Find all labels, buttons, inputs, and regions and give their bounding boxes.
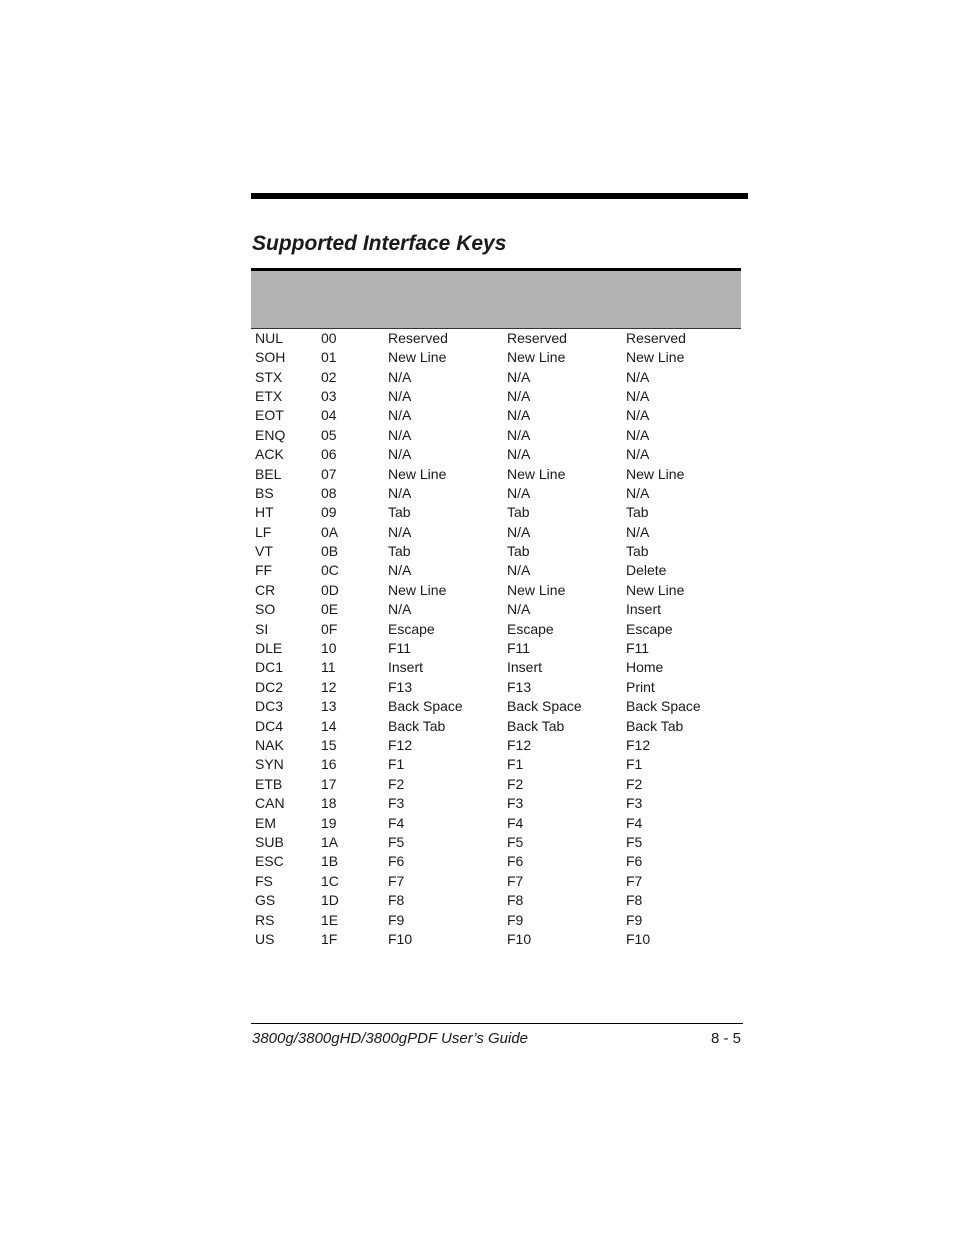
interface-2-cell: N/A <box>507 387 531 404</box>
hex-code-cell: 04 <box>321 407 337 424</box>
table-row <box>251 736 741 755</box>
table-header-cell <box>251 270 317 329</box>
hex-code-cell: 10 <box>321 640 337 657</box>
interface-3-cell: Back Tab <box>626 717 684 734</box>
hex-code-cell: 1A <box>321 833 339 850</box>
interface-3-cell: N/A <box>626 407 650 424</box>
hex-code-cell: 14 <box>321 717 337 734</box>
table-row <box>251 639 741 658</box>
key-name-cell: ESC <box>255 853 284 870</box>
table-row <box>251 503 741 522</box>
interface-1-cell: F8 <box>388 892 405 909</box>
interface-1-cell: N/A <box>388 387 412 404</box>
table-row <box>251 600 741 619</box>
interface-2-cell: N/A <box>507 523 531 540</box>
key-name-cell: NUL <box>255 330 284 346</box>
table-header-cell <box>384 270 503 329</box>
hex-code-cell: 0F <box>321 620 338 637</box>
interface-1-cell: N/A <box>388 368 412 385</box>
interface-2-cell: N/A <box>507 368 531 385</box>
hex-code-cell: 0E <box>321 601 339 618</box>
table-row <box>251 406 741 425</box>
table-row <box>251 775 741 794</box>
page-title: Supported Interface Keys <box>252 232 507 255</box>
interface-2-cell: New Line <box>507 465 566 482</box>
key-name-cell: ETB <box>255 775 283 792</box>
interface-1-cell: F10 <box>388 930 413 947</box>
interface-3-cell: Escape <box>626 620 673 637</box>
table-row <box>251 426 741 445</box>
key-name-cell: EOT <box>255 407 284 424</box>
key-name-cell: SUB <box>255 833 284 850</box>
hex-code-cell: 05 <box>321 426 337 443</box>
table-row <box>251 464 741 483</box>
table-row <box>251 542 741 561</box>
interface-3-cell: New Line <box>626 581 685 598</box>
table-row <box>251 891 741 910</box>
interface-keys-table <box>251 268 741 949</box>
table-row <box>251 678 741 697</box>
interface-2-cell: F3 <box>507 795 524 812</box>
interface-3-cell: Home <box>626 659 664 676</box>
interface-3-cell: F9 <box>626 911 643 928</box>
interface-3-cell: F12 <box>626 737 651 753</box>
hex-code-cell: 01 <box>321 349 337 366</box>
interface-3-cell: F2 <box>626 775 643 792</box>
interface-2-cell: Tab <box>507 543 530 560</box>
key-name-cell: DC4 <box>255 717 284 734</box>
key-name-cell: CAN <box>255 795 285 812</box>
interface-1-cell: N/A <box>388 446 412 463</box>
interface-3-cell: Reserved <box>626 330 686 346</box>
key-name-cell: LF <box>255 523 272 540</box>
hex-code-cell: 06 <box>321 446 337 463</box>
key-name-cell: VT <box>255 543 273 560</box>
interface-1-cell: F4 <box>388 814 405 831</box>
table-row <box>251 523 741 542</box>
interface-3-cell: F6 <box>626 853 643 870</box>
table-header-cell <box>622 270 741 329</box>
interface-3-cell: N/A <box>626 368 650 385</box>
hex-code-cell: 03 <box>321 387 337 404</box>
key-name-cell: ACK <box>255 446 284 463</box>
table-row <box>251 930 741 949</box>
hex-code-cell: 18 <box>321 795 337 812</box>
interface-keys-table-container <box>251 268 741 949</box>
interface-1-cell: F2 <box>388 775 405 792</box>
key-name-cell: SO <box>255 601 276 618</box>
key-name-cell: BS <box>255 484 274 501</box>
table-header <box>251 270 741 329</box>
interface-1-cell: New Line <box>388 581 447 598</box>
table-header-cell <box>503 270 622 329</box>
key-name-cell: RS <box>255 911 275 928</box>
interface-1-cell: F3 <box>388 795 405 812</box>
key-name-cell: HT <box>255 504 274 521</box>
key-name-cell: ENQ <box>255 426 286 443</box>
interface-1-cell: New Line <box>388 465 447 482</box>
table-row <box>251 833 741 852</box>
interface-2-cell: F5 <box>507 833 524 850</box>
interface-2-cell: Reserved <box>507 330 567 346</box>
key-name-cell: DC2 <box>255 678 284 695</box>
interface-1-cell: F7 <box>388 872 405 889</box>
interface-2-cell: F7 <box>507 872 524 889</box>
key-name-cell: BEL <box>255 465 282 482</box>
key-name-cell: US <box>255 930 275 947</box>
hex-code-cell: 0B <box>321 543 339 560</box>
interface-3-cell: Back Space <box>626 698 701 715</box>
interface-3-cell: Print <box>626 678 655 695</box>
interface-1-cell: F12 <box>388 737 413 753</box>
hex-code-cell: 0A <box>321 523 339 540</box>
key-name-cell: ETX <box>255 387 283 404</box>
key-name-cell: SI <box>255 620 269 637</box>
table-row <box>251 658 741 677</box>
key-name-cell: DC3 <box>255 698 284 715</box>
interface-3-cell: Tab <box>626 504 649 521</box>
interface-1-cell: Tab <box>388 543 411 560</box>
interface-2-cell: Insert <box>507 659 543 676</box>
interface-2-cell: F4 <box>507 814 524 831</box>
hex-code-cell: 17 <box>321 775 337 792</box>
interface-2-cell: N/A <box>507 446 531 463</box>
interface-1-cell: F6 <box>388 853 405 870</box>
interface-2-cell: F11 <box>507 640 531 657</box>
table-row <box>251 581 741 600</box>
hex-code-cell: 16 <box>321 756 337 773</box>
interface-1-cell: F11 <box>388 640 412 657</box>
table-header-row <box>251 270 741 329</box>
table-body <box>251 329 741 950</box>
key-name-cell: FS <box>255 872 273 889</box>
interface-3-cell: N/A <box>626 484 650 501</box>
table-row <box>251 697 741 716</box>
hex-code-cell: 12 <box>321 678 337 695</box>
key-name-cell: SOH <box>255 349 286 366</box>
top-rule <box>251 193 748 199</box>
table-row <box>251 716 741 735</box>
interface-3-cell: Delete <box>626 562 667 579</box>
hex-code-cell: 19 <box>321 814 337 831</box>
key-name-cell: CR <box>255 581 276 598</box>
hex-code-cell: 0D <box>321 581 339 598</box>
table-row <box>251 813 741 832</box>
table-row <box>251 755 741 774</box>
interface-1-cell: N/A <box>388 426 412 443</box>
hex-code-cell: 09 <box>321 504 337 521</box>
interface-3-cell: F11 <box>626 640 650 657</box>
interface-1-cell: F13 <box>388 678 413 695</box>
key-name-cell: DLE <box>255 640 283 657</box>
interface-3-cell: N/A <box>626 446 650 463</box>
table-row <box>251 445 741 464</box>
interface-2-cell: F2 <box>507 775 524 792</box>
key-name-cell: FF <box>255 562 273 579</box>
interface-2-cell: N/A <box>507 562 531 579</box>
interface-3-cell: F7 <box>626 872 643 889</box>
interface-3-cell: F3 <box>626 795 643 812</box>
hex-code-cell: 1F <box>321 930 338 947</box>
hex-code-cell: 1E <box>321 911 339 928</box>
interface-2-cell: F6 <box>507 853 524 870</box>
hex-code-cell: 1C <box>321 872 339 889</box>
table-row <box>251 852 741 871</box>
interface-3-cell: N/A <box>626 523 650 540</box>
table-row <box>251 910 741 929</box>
table-row <box>251 329 741 349</box>
interface-1-cell: Tab <box>388 504 411 521</box>
table-row <box>251 348 741 367</box>
interface-2-cell: Back Tab <box>507 717 565 734</box>
footer-guide-title: 3800g/3800gHD/3800gPDF User’s Guide <box>252 1030 529 1047</box>
interface-1-cell: New Line <box>388 349 447 366</box>
interface-1-cell: N/A <box>388 562 412 579</box>
table-row <box>251 484 741 503</box>
interface-3-cell: N/A <box>626 426 650 443</box>
key-name-cell: STX <box>255 368 283 385</box>
interface-2-cell: F13 <box>507 678 532 695</box>
interface-1-cell: Escape <box>388 620 435 637</box>
hex-code-cell: 07 <box>321 465 337 482</box>
table-row <box>251 872 741 891</box>
interface-2-cell: Escape <box>507 620 554 637</box>
hex-code-cell: 00 <box>321 330 337 346</box>
table-row <box>251 794 741 813</box>
table-row <box>251 561 741 580</box>
interface-3-cell: F8 <box>626 892 643 909</box>
interface-3-cell: F4 <box>626 814 643 831</box>
interface-1-cell: F1 <box>388 756 405 773</box>
hex-code-cell: 15 <box>321 737 337 753</box>
key-name-cell: SYN <box>255 756 284 773</box>
key-name-cell: EM <box>255 814 276 831</box>
interface-2-cell: Tab <box>507 504 530 521</box>
interface-3-cell: F1 <box>626 756 643 773</box>
interface-3-cell: Tab <box>626 543 649 560</box>
interface-2-cell: N/A <box>507 407 531 424</box>
table-row <box>251 367 741 386</box>
interface-3-cell: Insert <box>626 601 662 618</box>
interface-1-cell: Insert <box>388 659 424 676</box>
table-row <box>251 387 741 406</box>
interface-2-cell: N/A <box>507 484 531 501</box>
interface-3-cell: N/A <box>626 387 650 404</box>
footer-page-number: 8 - 5 <box>710 1030 741 1047</box>
key-name-cell: GS <box>255 892 276 909</box>
interface-2-cell: F8 <box>507 892 524 909</box>
hex-code-cell: 02 <box>321 368 337 385</box>
table-row <box>251 619 741 638</box>
interface-2-cell: Back Space <box>507 698 582 715</box>
interface-2-cell: F1 <box>507 756 524 773</box>
table-header-cell <box>317 270 384 329</box>
key-name-cell: NAK <box>255 737 284 753</box>
interface-1-cell: Back Space <box>388 698 463 715</box>
interface-2-cell: F12 <box>507 737 532 753</box>
interface-2-cell: New Line <box>507 349 566 366</box>
interface-1-cell: F5 <box>388 833 405 850</box>
hex-code-cell: 13 <box>321 698 337 715</box>
interface-1-cell: Reserved <box>388 330 448 346</box>
interface-3-cell: New Line <box>626 465 685 482</box>
hex-code-cell: 1B <box>321 853 339 870</box>
interface-1-cell: N/A <box>388 407 412 424</box>
interface-1-cell: N/A <box>388 484 412 501</box>
interface-1-cell: F9 <box>388 911 405 928</box>
interface-1-cell: N/A <box>388 601 412 618</box>
interface-3-cell: F10 <box>626 930 651 947</box>
interface-2-cell: F10 <box>507 930 532 947</box>
hex-code-cell: 0C <box>321 562 339 579</box>
interface-3-cell: F5 <box>626 833 643 850</box>
hex-code-cell: 11 <box>321 659 336 676</box>
interface-2-cell: F9 <box>507 911 524 928</box>
interface-1-cell: Back Tab <box>388 717 446 734</box>
interface-1-cell: N/A <box>388 523 412 540</box>
interface-2-cell: N/A <box>507 601 531 618</box>
hex-code-cell: 1D <box>321 892 339 909</box>
footer-rule <box>251 1023 743 1024</box>
key-name-cell: DC1 <box>255 659 284 676</box>
interface-2-cell: N/A <box>507 426 531 443</box>
hex-code-cell: 08 <box>321 484 337 501</box>
interface-3-cell: New Line <box>626 349 685 366</box>
interface-2-cell: New Line <box>507 581 566 598</box>
